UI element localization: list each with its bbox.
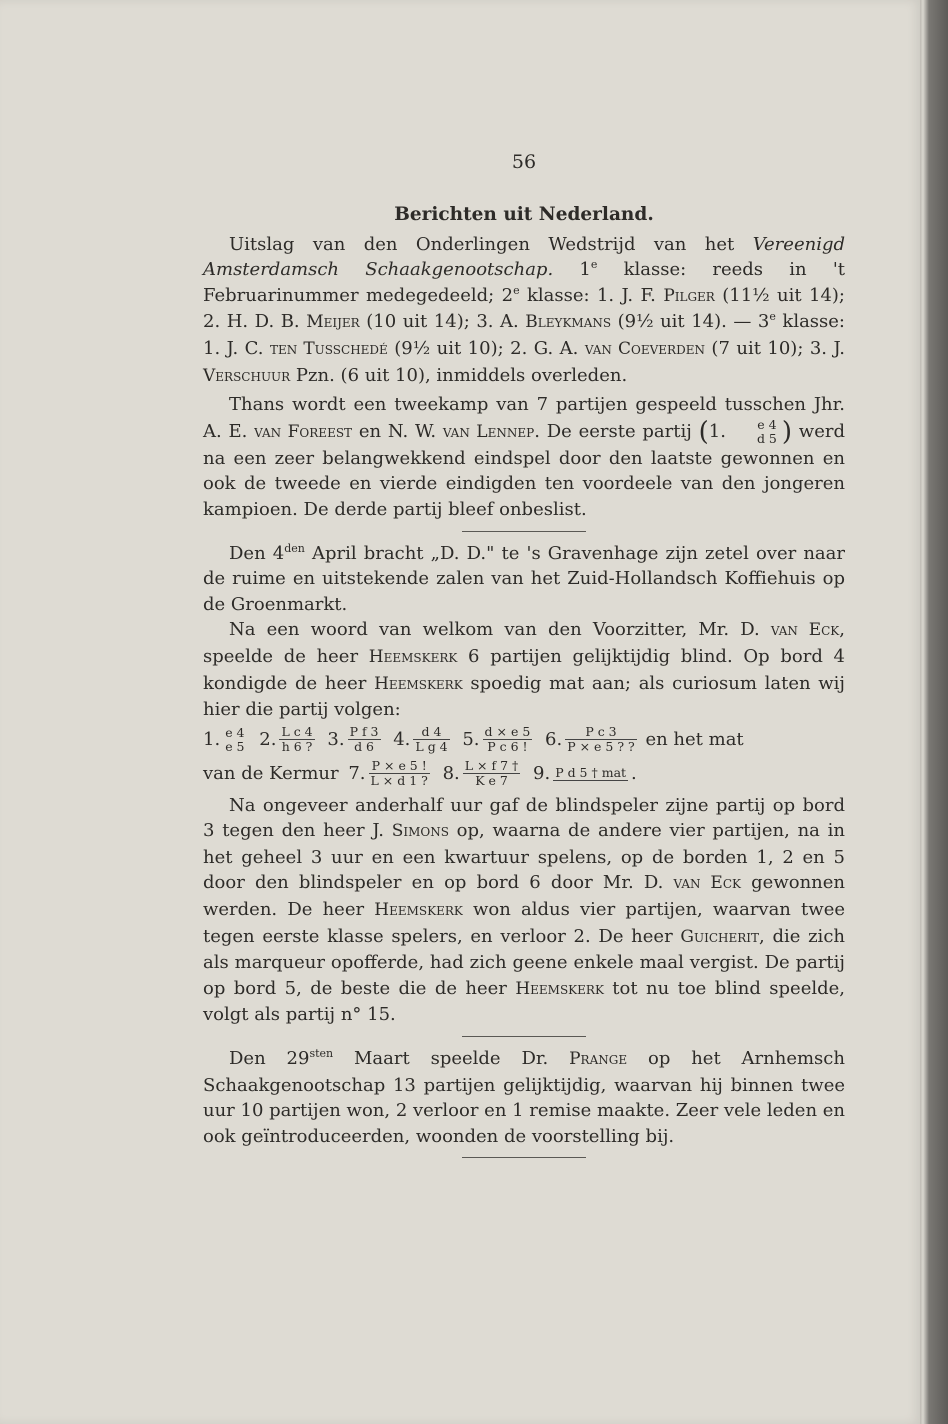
- section-divider: [462, 1036, 586, 1037]
- page-edge: [920, 0, 948, 1424]
- paragraph-simultaneous: Den $29^{sten}$ Maart speelde Dr. Prange op het Arnhemsch Schaakgenootschap 13 partijen gelijktijdig, waarvan hij binnen twee uur 10 partijen won, 2 verloor en 1 remise maakte. Zeer vele leden en ook geïntroduceerden, woonden de voorstelling bij.: [203, 1047, 846, 1147]
- player-name: ten Tusschedé: [269, 338, 388, 359]
- person-name: Guicherit: [680, 926, 760, 947]
- move-fraction: $\frac{\text{L c 4}}{h 6 ?}$: [281, 724, 313, 755]
- player-name: Simons: [391, 821, 449, 842]
- player-name: Meijer: [306, 312, 360, 333]
- paragraph-blind-results: Na ongeveer anderhalf uur gaf de blindspeler zijne partij op bord 3 tegen den heer J. Simons op, waarna de andere vier partijen, na in het geheel 3 uur en een kwartuur spelens, op de borden 1, 2 en 5 door den blindspeler en op bord 6 door Mr. D. van Eck gewonnen werden. De heer Heemskerk won aldus vier partijen, waarvan twee tegen eerste klasse spelers, en verloor 2. De heer Guicherit, die zich als marqueur opofferde, had zich geene enkele maal vergist. De partij op bord 5, de beste die de heer Heemskerk tot nu toe blind speelde, volgt als partij n° 15.: [203, 794, 846, 1026]
- move-fraction: $\frac{P \times e 5 !}{L \times d 1 ?}$: [370, 758, 428, 789]
- player-name: Heemskerk: [374, 900, 463, 921]
- move-fraction: $\frac{L \times f 7 \dagger}{\text{K e 7}}$: [464, 758, 519, 789]
- section-divider: [462, 1157, 586, 1158]
- player-name: Bleykmans: [525, 312, 612, 333]
- move-fraction: $\frac{d 4}{\text{L g 4}}$: [415, 724, 448, 755]
- player-name: Heemskerk: [374, 673, 463, 694]
- player-name: Prange: [569, 1049, 628, 1070]
- paragraph-club-move: Den $4^{den}$ April bracht „D. D." te 's Gravenhage zijn zetel over naar de ruime en uitstekende zalen van het Zuid-Hollandsch Koffiehuis op de Groenmarkt.: [203, 541, 845, 615]
- game-moves-line-1: 1. e 4 e 5 2. $\frac{\text{L c 4}}{h 6 ?}$ 3. $\frac{\text{P f 3}}{d 6}$ 4. $\frac{d 4}{\text{L g 4}}$ 5. $\frac{d \times e 5}{\text{P c 6 !}}$ 6. $\frac{\text{P c 3}}{P \times e 5 ? ?}$ en het mat: [203, 724, 744, 755]
- paragraph-tournament-results: Uitslag van den Onderlingen Wedstrijd van het Vereenigd Amsterdamsch Schaakgenootschap. 1e klasse: reeds in 't Februarinummer medegedeeld; 2e klasse: 1. J. F. Pilger (11½ uit 14); 2. H. D. B. Meijer (10 uit 14); 3. A. Bleykmans (9½ uit 14). — 3e klasse: 1. J. C. ten Tusschedé (9½ uit 10); 2. G. A. van Coeverden (7 uit 10); 3. J. Verschuur Pzn. (6 uit 10), inmiddels overleden.: [203, 233, 846, 386]
- player-name: Pilger: [663, 285, 715, 306]
- section-heading: Berichten uit Nederland.: [394, 204, 654, 225]
- section-divider: [462, 531, 586, 532]
- page-text: [203, 150, 845, 1167]
- player-name: van Foreest: [254, 421, 353, 442]
- person-name: van Eck: [770, 620, 840, 641]
- player-name: Heemskerk: [515, 978, 604, 999]
- move-fraction: P d 5 † mat: [555, 765, 627, 781]
- move-fraction: $\frac{\text{P c 3}}{P \times e 5 ? ?}$: [567, 724, 635, 755]
- player-name: Heemskerk: [368, 646, 458, 667]
- paragraph-blind-games: Na een woord van welkom van den Voorzitter, Mr. D. van Eck, speelde de heer Heemskerk 6 partijen gelijktijdig blind. Op bord 4 kondigde de heer Heemskerk spoedig mat aan; als curiosum laten wij hier die partij volgen:: [203, 619, 846, 721]
- move-fraction: $\frac{\text{P f 3}}{d 6}$: [349, 724, 379, 755]
- page-number: 56: [511, 151, 537, 173]
- move-fraction: e 4 e 5: [225, 724, 245, 754]
- game-moves-line-2: van de Kermur 7. $\frac{P \times e 5 !}{L \times d 1 ?}$ 8. $\frac{L \times f 7 \dagger}{\text{K e 7}}$ 9. P d 5 † mat .: [203, 758, 637, 789]
- player-name: van Coeverden: [584, 338, 705, 359]
- move-fraction: $\frac{d \times e 5}{\text{P c 6 !}}$: [484, 724, 531, 755]
- move-fraction: e 4 d 5: [756, 416, 777, 446]
- player-name: van Lennep: [442, 421, 535, 442]
- club-name: Vereenigd Amsterdamsch Schaakgenootschap.: [203, 233, 845, 281]
- paragraph-match: Thans wordt een tweekamp van 7 partijen gespeeld tusschen Jhr. A. E. van Foreest en N. W. van Lennep. De eerste partij (1. e 4 d 5 ) werd na een zeer belangwekkend eindspel door den laatste gewonnen en ook de tweede en vierde eindigden ten voordeele van den jongeren kampioen. De derde partij bleef onbeslist.: [203, 394, 845, 520]
- person-name: van Eck: [673, 873, 741, 894]
- player-name: Verschuur: [203, 365, 291, 386]
